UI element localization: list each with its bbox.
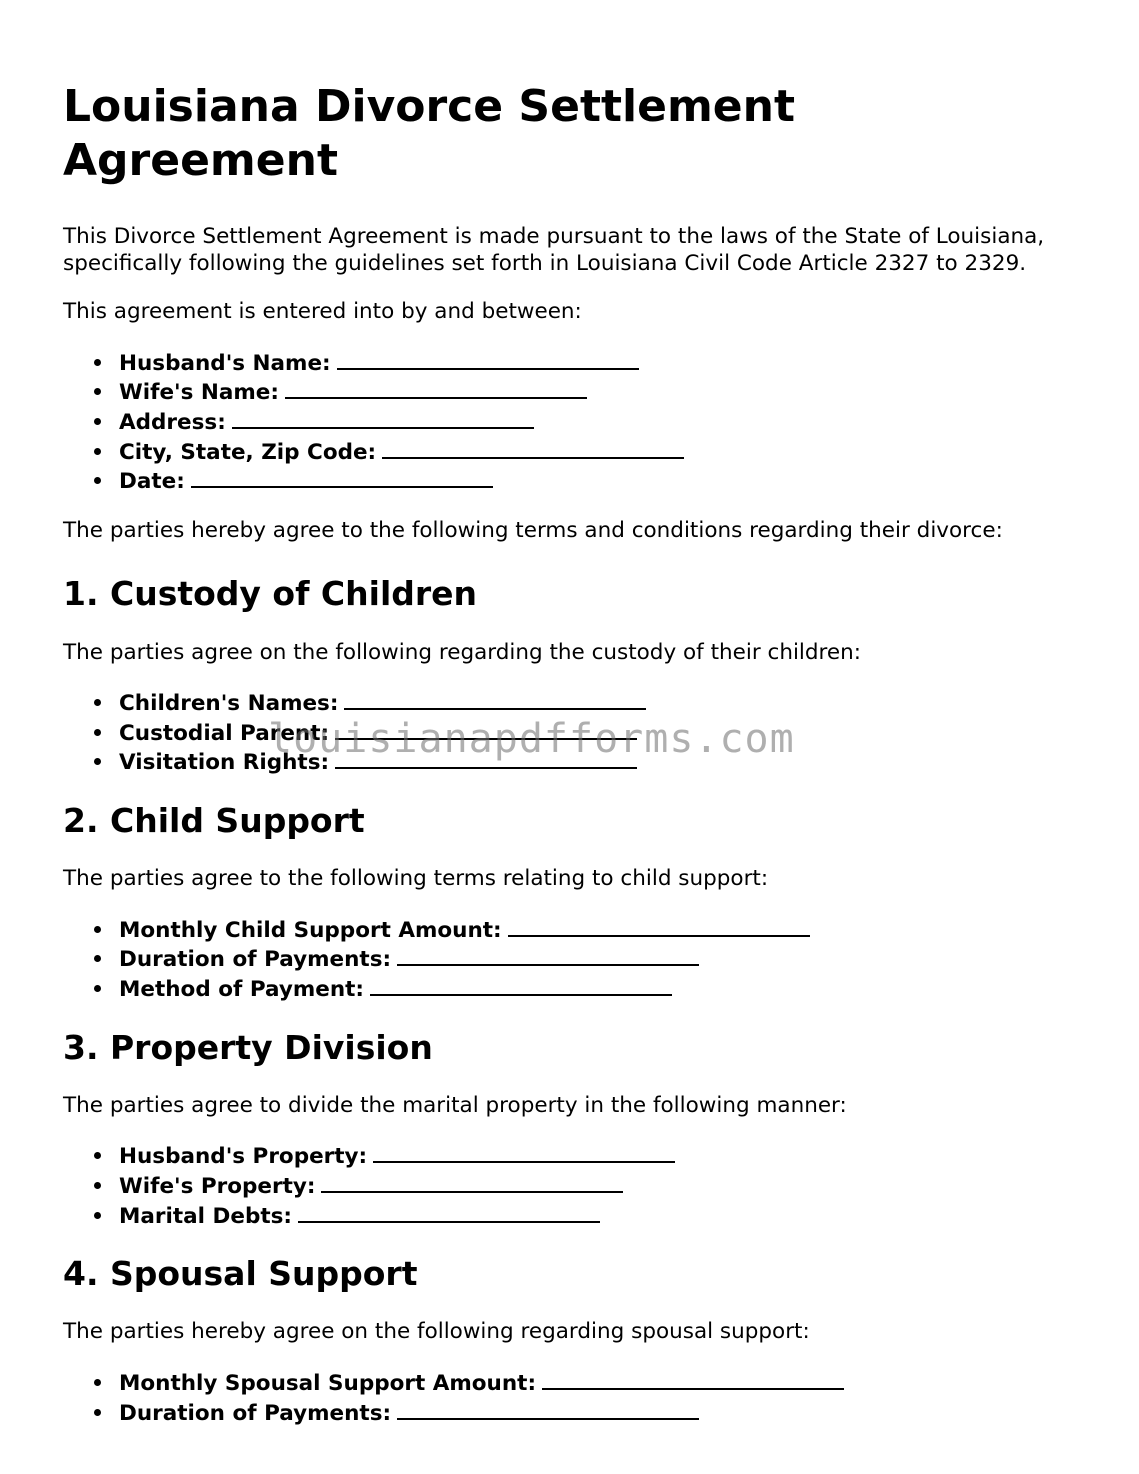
section-text-property: The parties agree to divide the marital property in the following manner: [63, 1092, 847, 1118]
childrens-names-blank[interactable] [344, 688, 646, 710]
city-state-zip-blank[interactable] [382, 437, 684, 459]
list-item [119, 974, 1083, 1004]
field-label: Monthly Child Support Amount: [119, 917, 502, 943]
address-blank[interactable] [232, 407, 534, 429]
field-label: Duration of Payments: [119, 947, 392, 973]
list-item [119, 944, 1083, 974]
child-support-field-list [63, 915, 1083, 1004]
list-item [119, 437, 1083, 467]
field-label: Husband's Property: [119, 1144, 368, 1170]
section-text-spousal-support: The parties hereby agree on the following regarding spousal support: [63, 1319, 810, 1345]
field-label: Duration of Payments: [119, 1400, 392, 1426]
section-heading-property: 3. Property Division [63, 1027, 433, 1067]
spousal-support-duration-blank[interactable] [397, 1398, 699, 1420]
list-item [119, 377, 1083, 407]
spousal-support-field-list [63, 1368, 1083, 1427]
document-title: Louisiana Divorce Settlement Agreement [63, 81, 795, 186]
list-item [119, 1141, 1083, 1171]
list-item [119, 348, 1083, 378]
field-label: Wife's Name: [119, 380, 279, 406]
payment-method-blank[interactable] [370, 974, 672, 996]
section-heading-spousal-support: 4. Spousal Support [63, 1254, 418, 1294]
wife-name-blank[interactable] [285, 377, 587, 399]
field-label: Husband's Name: [119, 350, 331, 376]
agree-paragraph: The parties hereby agree to the following terms and conditions regarding their divorce: [63, 518, 1003, 544]
between-paragraph: This agreement is entered into by and between: [63, 299, 582, 324]
property-field-list [63, 1141, 1083, 1230]
parties-field-list [63, 348, 1083, 497]
list-item [119, 1201, 1083, 1231]
section-text-custody: The parties agree on the following regarding the custody of their children: [63, 639, 862, 665]
watermark-text: louisianapdfforms.com [268, 716, 795, 762]
section-text-child-support: The parties agree to the following terms relating to child support: [63, 866, 769, 892]
date-blank[interactable] [191, 466, 493, 488]
field-label: Address: [119, 409, 226, 435]
child-support-duration-blank[interactable] [397, 944, 699, 966]
list-item [119, 915, 1083, 945]
field-label: Monthly Spousal Support Amount: [119, 1370, 537, 1396]
field-label: City, State, Zip Code: [119, 439, 377, 465]
list-item [119, 1171, 1083, 1201]
field-label: Marital Debts: [119, 1203, 293, 1229]
list-item [119, 1398, 1083, 1428]
marital-debts-blank[interactable] [298, 1201, 600, 1223]
list-item [119, 466, 1083, 496]
husband-property-blank[interactable] [373, 1141, 675, 1163]
section-heading-custody: 1. Custody of Children [63, 573, 478, 613]
list-item [119, 1368, 1083, 1398]
field-label: Wife's Property: [119, 1173, 316, 1199]
field-label: Date: [119, 469, 185, 495]
monthly-child-support-blank[interactable] [508, 915, 810, 937]
list-item [119, 407, 1083, 437]
intro-paragraph: This Divorce Settlement Agreement is made pursuant to the laws of the State of Louisiana, specifically following the guidelines set forth in Louisiana Civil Code Article 2327 to 2329. [63, 224, 1045, 276]
list-item [119, 688, 1083, 718]
section-heading-child-support: 2. Child Support [63, 801, 365, 841]
document-page [63, 0, 1083, 1427]
field-label: Children's Names: [119, 691, 339, 717]
wife-property-blank[interactable] [321, 1171, 623, 1193]
husband-name-blank[interactable] [337, 348, 639, 370]
field-label: Custodial Parent: [119, 720, 330, 746]
field-label: Method of Payment: [119, 977, 365, 1003]
field-label: Visitation Rights: [119, 750, 330, 776]
monthly-spousal-support-blank[interactable] [542, 1368, 844, 1390]
